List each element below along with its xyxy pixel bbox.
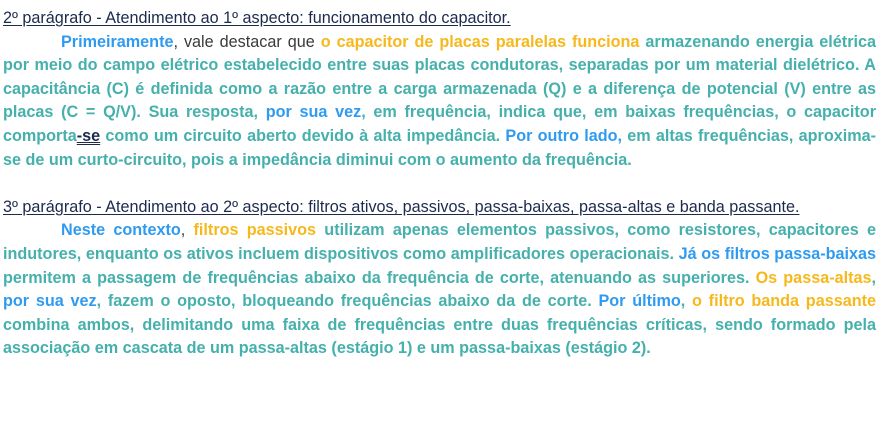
connector-por-ultimo: Por último [598,292,681,311]
topic-capacitor: o capacitor de placas paralelas funciona [320,32,640,51]
text-segment: permitem a passagem de frequências abaixo da frequência de corte, atenuando as superiores. [3,268,756,287]
text-segment: , vale destacar que [173,32,321,51]
text-segment: como um circuito aberto devido à alta impedância. [100,126,506,145]
text-segment: , fazem o oposto, bloqueando frequências abaixo da de corte. [96,292,599,311]
text-segment: , [680,292,693,311]
topic-banda-passante: o filtro banda passante [692,292,876,311]
text-segment: , [871,268,876,287]
connector-por-sua-vez: por sua vez [3,292,97,311]
text-segment: utilizam apenas elementos passivos, como resistores, capacitores e indutores, enquanto os ativos incluem dispositivos como amplificadores operacionais. [3,221,876,263]
connector-por-sua-vez: por sua vez [265,103,362,122]
text-segment: armazenando energia elétrica por meio do campo elétrico estabelecido entre suas placas condutoras, separadas por um material dielétrico. A capacitância (C) é definida como a razão entre a carga armazenada (Q) e a diferença de potencial (V) entre as placas (C = Q/V). Sua resposta, [3,32,877,122]
connector-ja-os-filtros: Já os filtros passa-baixas [678,244,876,263]
section-2-paragraph [3,31,876,173]
section-2-heading: 2º parágrafo - Atendimento ao 1º aspecto: funcionamento do capacitor. [3,9,511,27]
text-segment: em altas frequências, aproxima-se de um curto-circuito, pois a impedância diminui com o aumento da frequência. [3,126,876,169]
topic-filtros-passivos: filtros passivos [193,221,317,240]
paragraph-gap [3,172,876,196]
text-segment: , [180,221,194,240]
text-segment: combina ambos, delimitando uma faixa de frequências entre duas frequências críticas, sendo formado pela associação em cascata de um passa-altas (estágio 1) e um passa-baixas (estágio 2). [3,315,876,358]
connector-primeiramente: Primeiramente [61,32,174,51]
topic-passa-altas: Os passa-altas [755,268,872,287]
text-segment: , em frequência, indica que, em baixas frequências, o capacitor comporta [3,103,876,145]
underlined-pronoun: -se [76,126,101,145]
connector-neste-contexto: Neste contexto [61,221,181,240]
document-body [3,7,876,361]
connector-por-outro-lado: Por outro lado, [505,126,622,145]
section-3-paragraph [3,219,876,361]
section-3-heading: 3º parágrafo - Atendimento ao 2º aspecto: filtros ativos, passivos, passa-baixas, passa-altas e banda passante. [3,197,800,216]
